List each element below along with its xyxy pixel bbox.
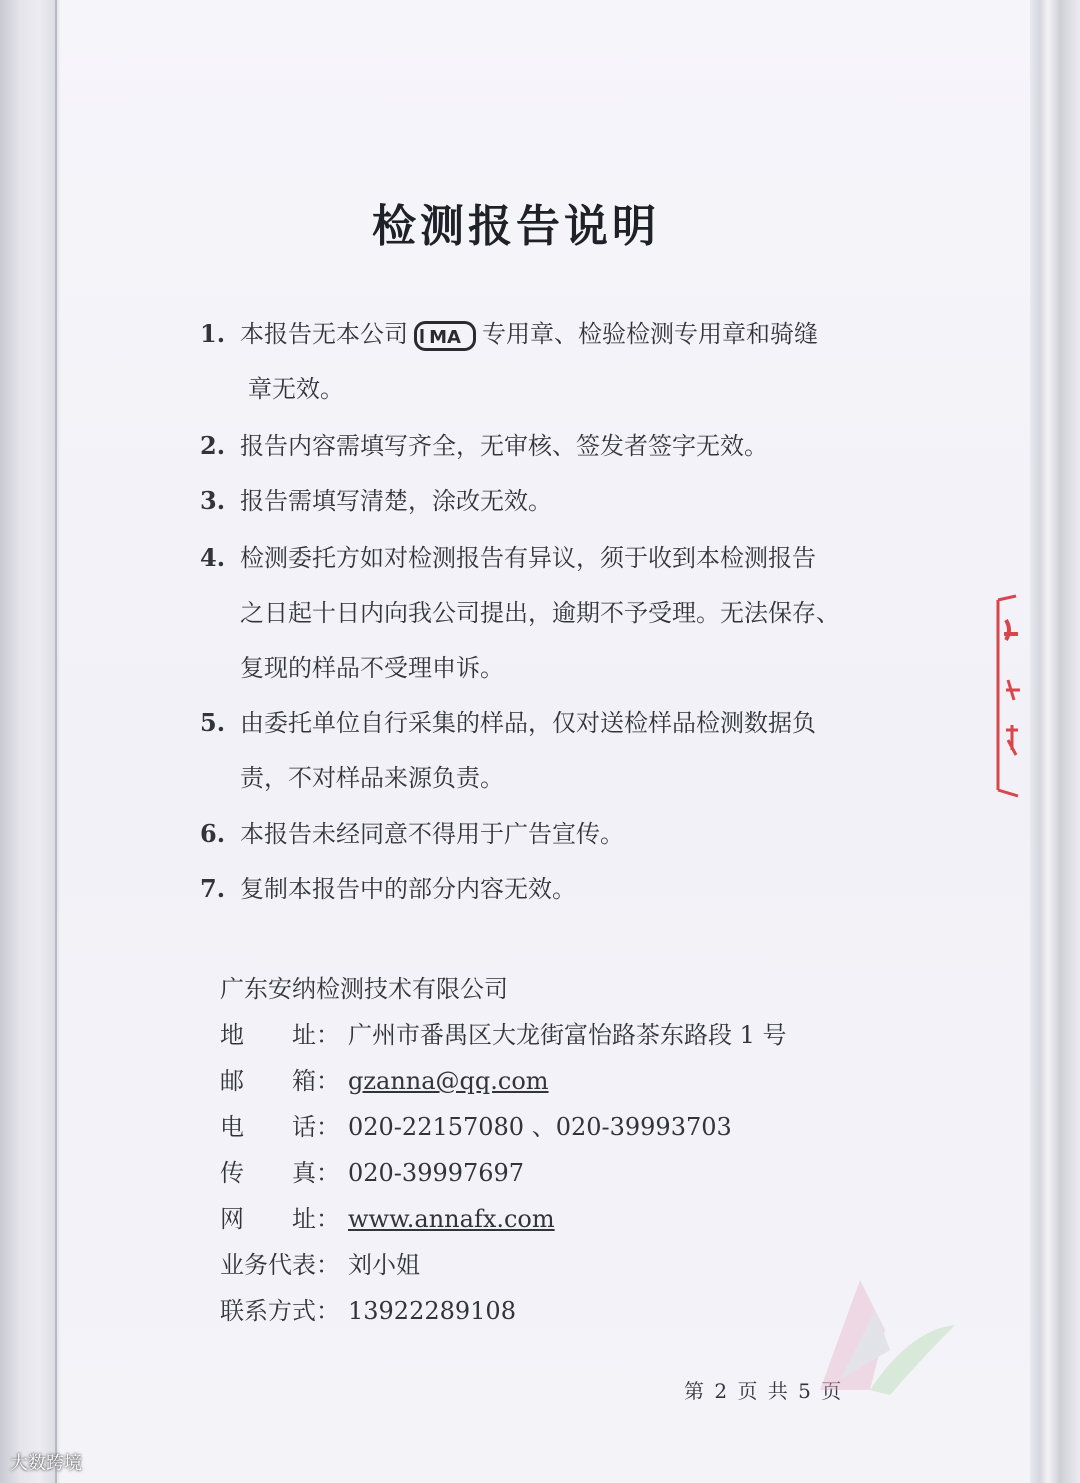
fax-row xyxy=(220,1150,920,1196)
list-item-3 xyxy=(200,473,890,529)
list-item-1 xyxy=(200,306,890,417)
item-text: 报告内容需填写齐全，无审核、签发者签字无效。 xyxy=(240,432,768,460)
address-value: 广州市番禺区大龙街富怡路茶东路段 1 号 xyxy=(348,1021,787,1049)
item-number: 4. xyxy=(200,543,226,572)
seam-stamp-icon xyxy=(992,590,1032,800)
page-stack-edge xyxy=(1030,0,1080,1483)
svg-text:MA: MA xyxy=(429,326,461,348)
website-link[interactable]: www.annafx.com xyxy=(348,1205,555,1233)
item-continuation: 章无效。 xyxy=(248,375,344,403)
item-text: 复制本报告中的部分内容无效。 xyxy=(240,875,576,903)
item-number: 5. xyxy=(200,708,226,737)
contact-number-label: 联系方式： xyxy=(220,1297,340,1325)
email-link[interactable]: gzanna@qq.com xyxy=(348,1067,549,1095)
page-indicator: 第 2 页 共 5 页 xyxy=(684,1379,844,1403)
cma-logo-icon xyxy=(414,321,476,351)
item-number: 1. xyxy=(200,319,226,348)
website-row xyxy=(220,1196,920,1242)
contact-number-value: 13922289108 xyxy=(348,1297,516,1325)
item-line: 复现的样品不受理申诉。 xyxy=(240,654,504,682)
brand-watermark: 大数跨境 xyxy=(10,1453,82,1474)
fax-label: 传 真： xyxy=(220,1159,340,1187)
item-line: 之日起十日内向我公司提出，逾期不予受理。无法保存、 xyxy=(240,599,840,627)
item-number: 2. xyxy=(200,431,226,460)
item-number: 7. xyxy=(200,874,226,903)
page-title: 检测报告说明 xyxy=(372,201,660,252)
list-item-7 xyxy=(200,861,890,917)
phone-value: 020-22157080 、020-39993703 xyxy=(348,1113,732,1141)
address-row xyxy=(220,1012,920,1058)
item-text: 报告需填写清楚，涂改无效。 xyxy=(240,487,552,515)
fax-value: 020-39997697 xyxy=(348,1159,525,1187)
email-label: 邮 箱： xyxy=(220,1067,340,1095)
item-text: 本报告无本公司 xyxy=(240,320,408,348)
item-line: 由委托单位自行采集的样品，仅对送检样品检测数据负 xyxy=(240,709,816,737)
rep-value: 刘小姐 xyxy=(348,1251,420,1279)
item-number: 3. xyxy=(200,486,226,515)
address-label: 地 址： xyxy=(220,1021,340,1049)
rep-label: 业务代表： xyxy=(220,1251,340,1279)
phone-row xyxy=(220,1104,920,1150)
item-line: 检测委托方如对检测报告有异议，须于收到本检测报告 xyxy=(240,544,816,572)
item-text: 本报告未经同意不得用于广告宣传。 xyxy=(240,820,624,848)
phone-label: 电 话： xyxy=(220,1113,340,1141)
item-number: 6. xyxy=(200,819,226,848)
list-item-4 xyxy=(200,530,890,696)
list-item-6 xyxy=(200,806,890,862)
list-item-5 xyxy=(200,695,890,806)
company-logo-watermark-icon xyxy=(790,1270,960,1400)
email-row xyxy=(220,1058,920,1104)
company-name: 广东安纳检测技术有限公司 xyxy=(220,975,508,1003)
website-label: 网 址： xyxy=(220,1205,340,1233)
item-text-cont: 专用章、检验检测专用章和骑缝 xyxy=(482,320,818,348)
list-item-2 xyxy=(200,418,890,474)
item-line: 责，不对样品来源负责。 xyxy=(240,764,504,792)
